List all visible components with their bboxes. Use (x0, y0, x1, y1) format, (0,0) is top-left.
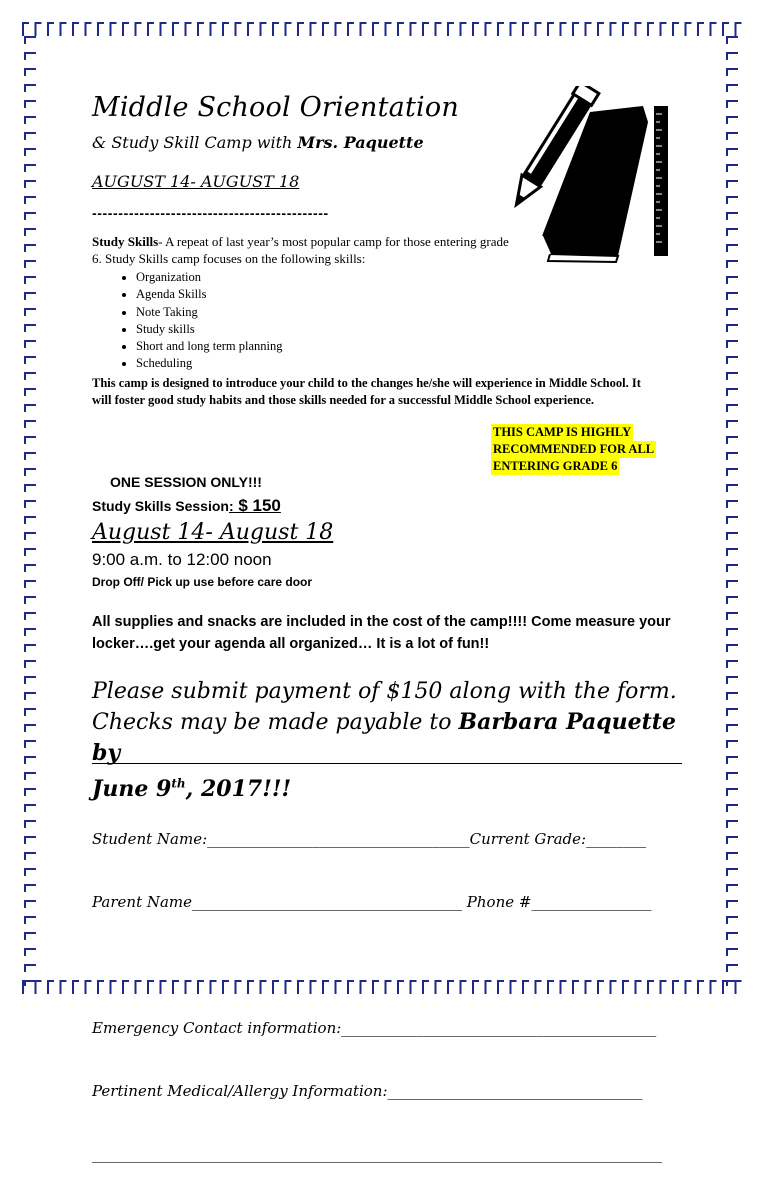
camp-description: This camp is designed to introduce your child to the changes he/she will experience in Middle School. It will foster good study habits and those skills needed for a successful Middle School experience. (92, 376, 641, 407)
teacher-name: Mrs. Paquette (297, 133, 424, 152)
divider: --------------------------------------------- (92, 205, 329, 221)
medical-info-extra-line[interactable]: ____________________________________________________________________________ (92, 1145, 662, 1163)
dropoff-note: Drop Off/ Pick up use before care door (92, 575, 313, 589)
callout-line: THIS CAMP IS HIGHLY (493, 425, 632, 439)
payment-line-2-prefix: Checks may be made payable to (92, 710, 459, 735)
callout-line: RECOMMENDED FOR ALL (493, 442, 655, 456)
payment-line-2 (92, 707, 692, 769)
registration-form (92, 787, 662, 1186)
skills-list (92, 269, 283, 373)
callout-line: ENTERING GRADE 6 (493, 459, 618, 473)
form-divider (92, 763, 682, 764)
session-price: $ 150 (233, 496, 281, 515)
page-border-right (726, 36, 746, 986)
subtitle (92, 133, 424, 152)
emergency-contact-field[interactable]: Emergency Contact information:__________________________________________ (92, 1019, 657, 1037)
parent-name-field[interactable]: Parent Name____________________________________ Phone #________________ (92, 893, 652, 911)
due-date-year: , 2017!!! (185, 776, 292, 803)
session-heading: ONE SESSION ONLY!!! (110, 474, 262, 490)
page-border-left (24, 36, 44, 986)
intro-text: - A repeat of last year’s most popular camp for those entering grade 6. Study Skills camp focuses on the following skills: (92, 234, 509, 266)
intro-label: Study Skills (92, 234, 159, 249)
session-price-line (92, 496, 281, 516)
due-date: June 9 (92, 776, 172, 803)
list-item: • Short and long term planning (136, 338, 283, 355)
intro-paragraph (92, 233, 512, 267)
page-title: Middle School Orientation (92, 92, 459, 123)
session-time: 9:00 a.m. to 12:00 noon (92, 550, 272, 569)
list-item: • Note Taking (136, 304, 283, 321)
supplies-note: All supplies and snacks are included in the cost of the camp!!!! Come measure your locker….get your agenda all organized… It is a lot of fun!! (92, 614, 671, 652)
session-colon: : (228, 498, 234, 514)
session-dates: August 14- August 18 (92, 520, 334, 545)
dates-header: AUGUST 14- AUGUST 18 (92, 172, 300, 191)
session-label: Study Skills Session (92, 498, 229, 514)
student-name-field[interactable]: Student Name:___________________________________Current Grade:________ (92, 830, 647, 848)
pencil-notebook-ruler-icon (498, 86, 688, 266)
due-date-suffix: th (171, 777, 186, 791)
list-item: • Study skills (136, 321, 283, 338)
page-border-top (22, 22, 744, 46)
payee-name: Barbara Paquette by (92, 709, 676, 766)
list-item: • Agenda Skills (136, 286, 283, 303)
recommendation-callout (491, 424, 656, 475)
subtitle-prefix: & Study Skill Camp with (92, 133, 298, 152)
list-item: • Organization (136, 269, 283, 286)
payment-line-1: Please submit payment of $150 along with the form. (92, 679, 677, 704)
medical-info-field[interactable]: Pertinent Medical/Allergy Information:__________________________________ (92, 1082, 643, 1100)
list-item: • Scheduling (136, 355, 283, 372)
